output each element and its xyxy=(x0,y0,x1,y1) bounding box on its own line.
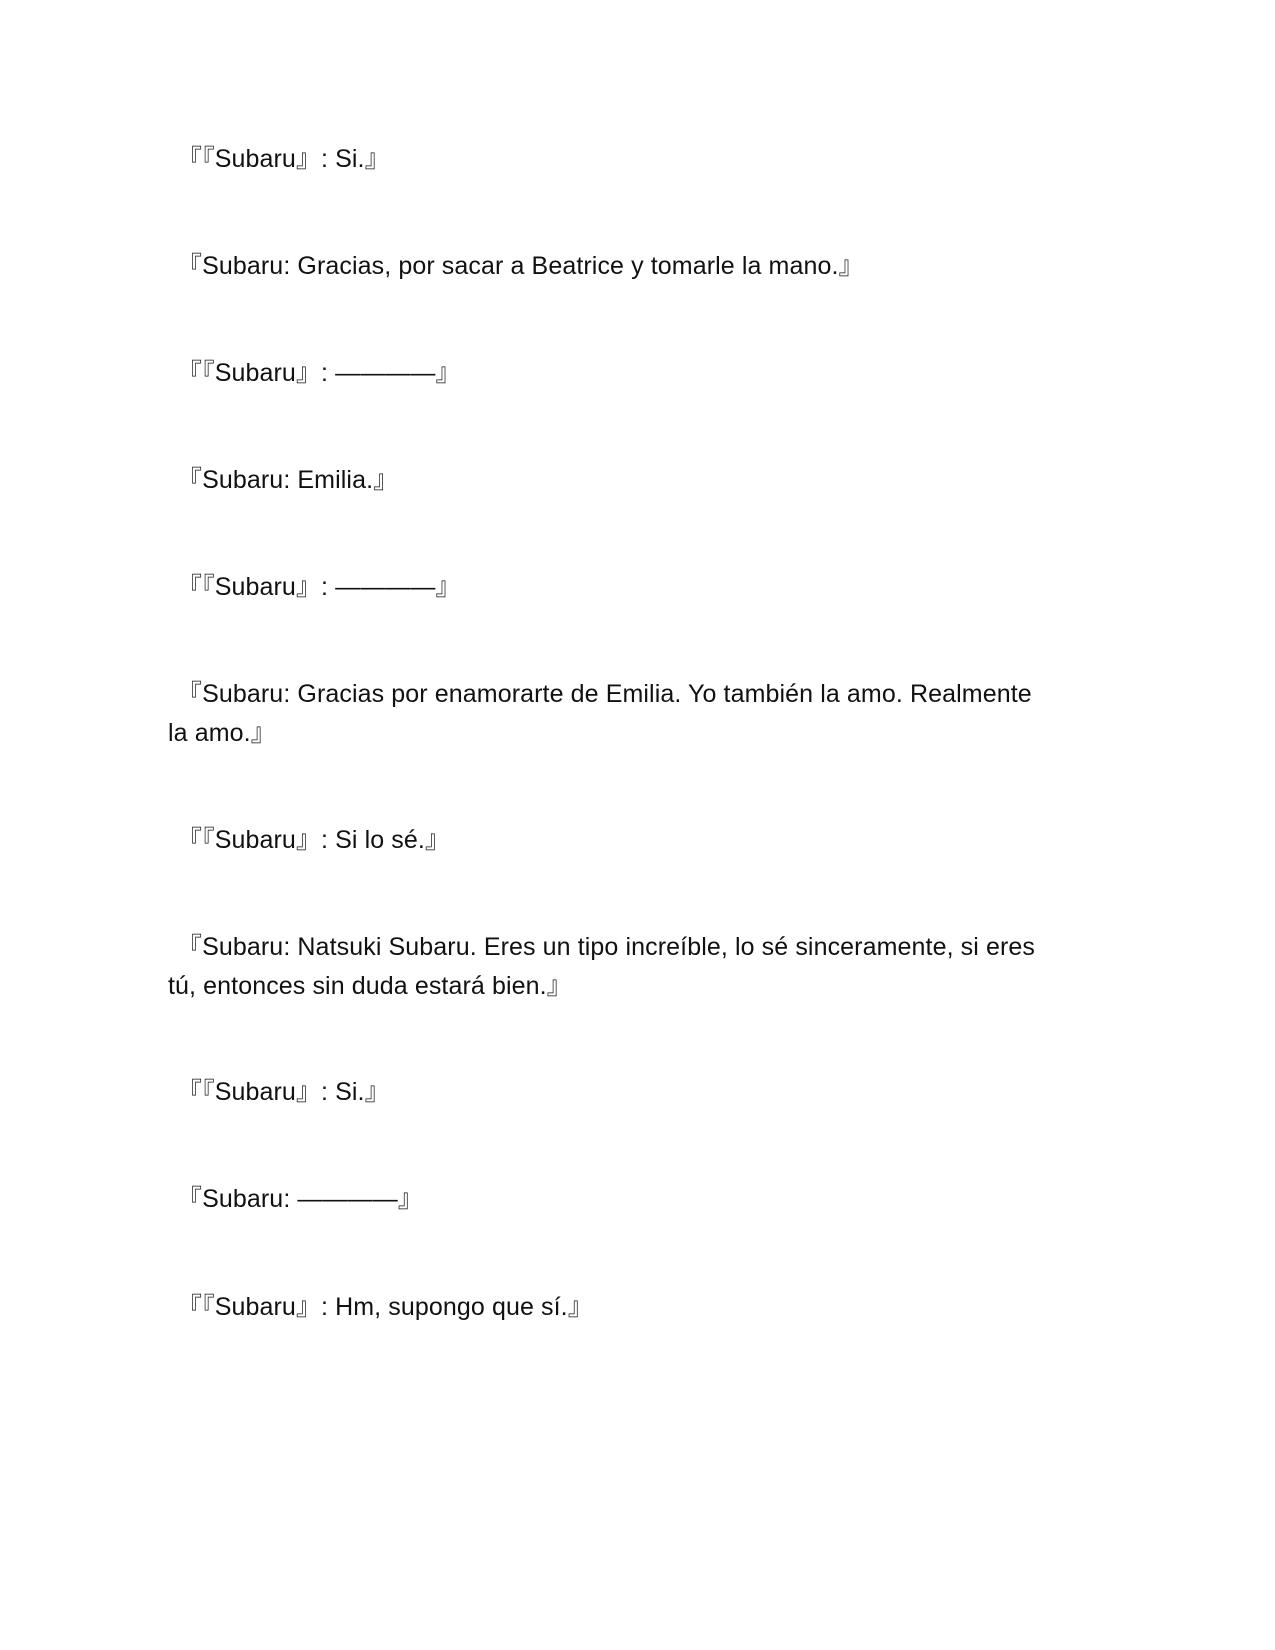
dialogue-line-5: 『『Subaru』: ————』 xyxy=(177,573,461,601)
dialogue-line-11: 『『Subaru』: Hm, supongo que sí.』 xyxy=(177,1293,593,1321)
dialogue-line-9: 『『Subaru』: Si.』 xyxy=(177,1078,390,1106)
dialogue-line-4: 『Subaru: Emilia.』 xyxy=(177,466,399,494)
dialogue-line-8-continued: tú, entonces sin duda estará bien.』 xyxy=(168,972,572,1000)
dialogue-line-7: 『『Subaru』: Si lo sé.』 xyxy=(177,826,451,854)
dialogue-line-2: 『Subaru: Gracias, por sacar a Beatrice y tomarle la mano.』 xyxy=(177,252,864,280)
dialogue-line-8: 『Subaru: Natsuki Subaru. Eres un tipo increíble, lo sé sinceramente, si eres xyxy=(177,933,1036,961)
dialogue-line-10: 『Subaru: ————』 xyxy=(177,1185,423,1213)
dialogue-line-1: 『『Subaru』: Si.』 xyxy=(177,145,390,173)
dialogue-line-6: 『Subaru: Gracias por enamorarte de Emilia. Yo también la amo. Realmente xyxy=(177,680,1032,708)
dialogue-line-6-continued: la amo.』 xyxy=(168,719,276,747)
dialogue-line-3: 『『Subaru』: ————』 xyxy=(177,359,461,387)
